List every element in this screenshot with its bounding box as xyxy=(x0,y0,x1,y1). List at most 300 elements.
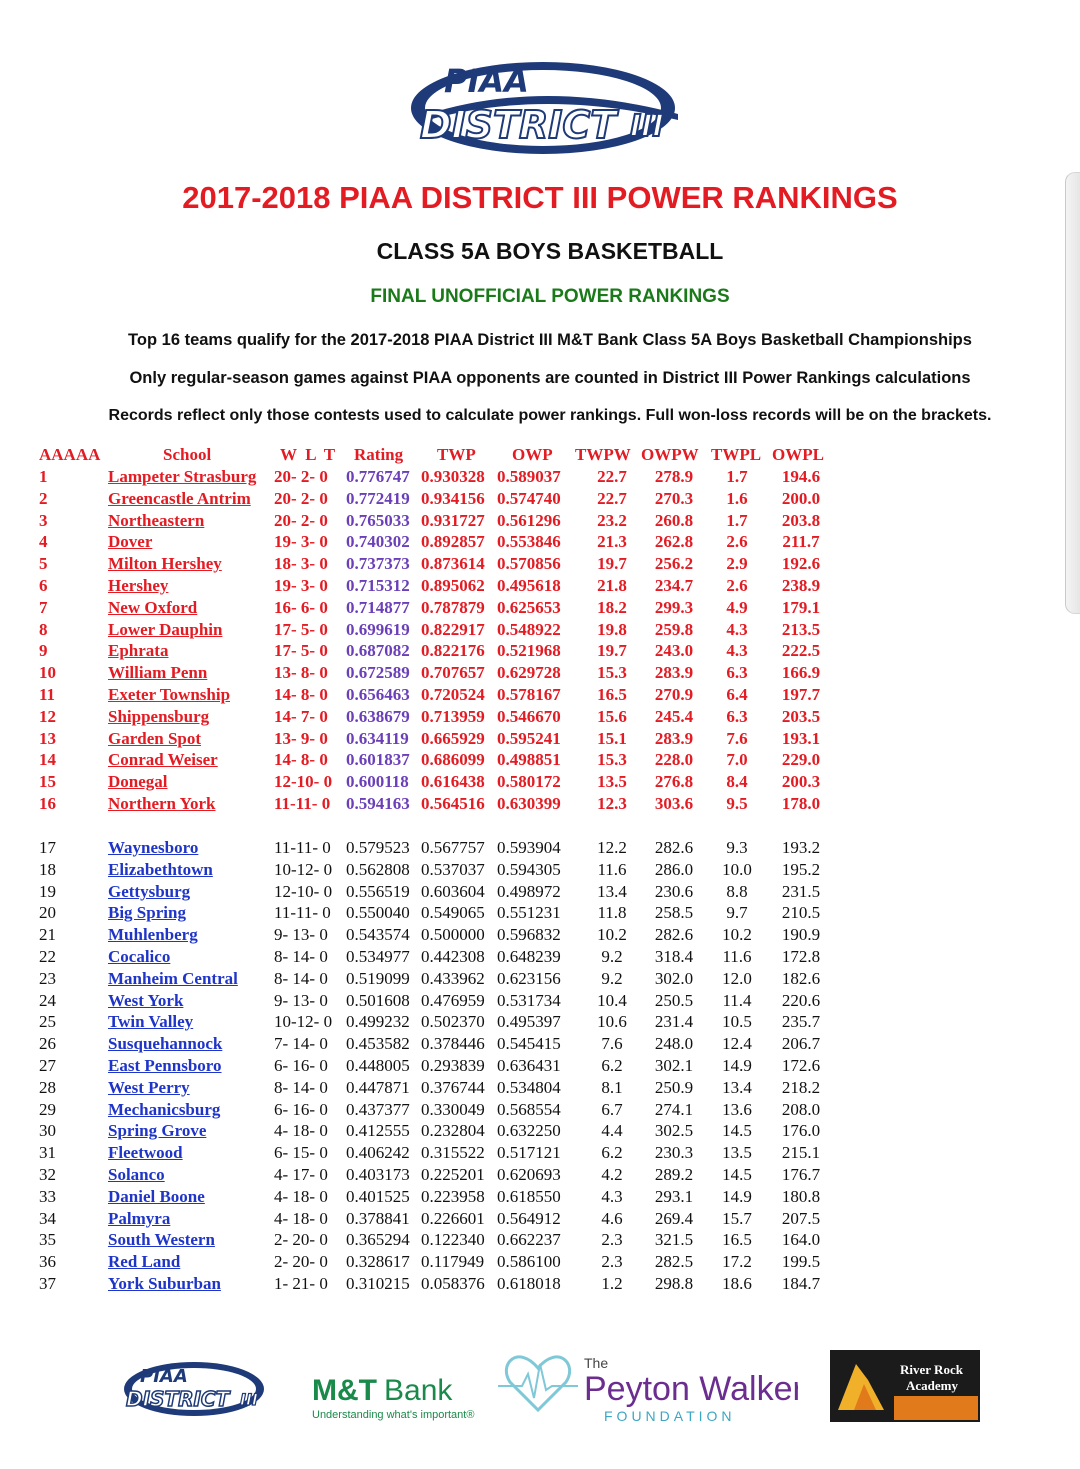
school-link[interactable]: Mechanicsburg xyxy=(108,1099,221,1119)
table-row xyxy=(0,706,1080,728)
cell-twpl: 10.0 xyxy=(722,859,752,879)
cell-twpl: 2.9 xyxy=(726,554,748,574)
river-rock-academy-logo xyxy=(830,1350,980,1422)
cell-twp: 0.502370 xyxy=(421,1012,485,1032)
mt-bank-logo xyxy=(310,1370,500,1430)
cell-twpl: 10.5 xyxy=(722,1012,752,1032)
school-link[interactable]: Twin Valley xyxy=(108,1012,194,1032)
table-row xyxy=(0,1229,1080,1251)
cell-owpl: 200.3 xyxy=(781,772,821,792)
note-qualify: Top 16 teams qualify for the 2017-2018 PIAA District III M&T Bank Class 5A Boys Basketball Championships xyxy=(128,331,972,349)
cell-twp: 0.376744 xyxy=(421,1077,485,1097)
cell-rank: 7 xyxy=(39,597,48,617)
cell-owp: 0.534804 xyxy=(497,1077,561,1097)
cell-twp: 0.720524 xyxy=(421,685,485,704)
cell-record: 14- 8- 0 xyxy=(274,750,328,770)
cell-twpl: 18.6 xyxy=(722,1274,752,1293)
cell-rank: 14 xyxy=(39,750,56,770)
cell-record: 2- 20- 0 xyxy=(274,1230,328,1250)
cell-record: 8- 14- 0 xyxy=(274,968,328,988)
cell-owpw: 234.7 xyxy=(654,576,694,595)
cell-rating: 0.448005 xyxy=(346,1056,410,1075)
cell-rank: 20 xyxy=(39,903,56,923)
cell-owpw: 302.1 xyxy=(654,1056,694,1075)
cell-twpl: 9.3 xyxy=(726,838,748,857)
cell-rating: 0.401525 xyxy=(346,1186,410,1206)
school-link[interactable]: Cocalico xyxy=(108,947,171,966)
cell-owpl: 166.9 xyxy=(781,663,821,683)
cell-owpw: 283.9 xyxy=(654,663,694,683)
cell-owp: 0.568554 xyxy=(497,1099,561,1119)
mt-bank-name-b: Bank xyxy=(384,1374,453,1407)
table-row xyxy=(0,1164,1080,1186)
cell-rating: 0.672589 xyxy=(346,663,410,683)
cell-owp: 0.546670 xyxy=(497,706,561,726)
table-row xyxy=(0,531,1080,553)
cell-twpl: 7.6 xyxy=(726,728,748,748)
table-row xyxy=(0,902,1080,924)
cell-owpl: 218.2 xyxy=(781,1077,821,1097)
cell-rating: 0.594163 xyxy=(346,794,410,813)
cell-rank: 6 xyxy=(39,576,48,595)
cell-record: 6- 15- 0 xyxy=(274,1143,328,1163)
cell-owp: 0.553846 xyxy=(497,532,561,552)
school-link[interactable]: Milton Hershey xyxy=(108,554,222,574)
school-link[interactable]: Lampeter Strasburg xyxy=(108,467,257,486)
cell-record: 12-10- 0 xyxy=(274,772,333,792)
cell-rank: 11 xyxy=(39,685,56,704)
cell-owp: 0.662237 xyxy=(497,1230,561,1250)
cell-owp: 0.580172 xyxy=(497,772,561,792)
cell-twp: 0.616438 xyxy=(421,772,485,792)
school-link[interactable]: Conrad Weiser xyxy=(108,750,218,770)
cell-owpl: 172.8 xyxy=(781,947,821,966)
cell-owpw: 293.1 xyxy=(654,1186,694,1206)
header-twpl: TWPL xyxy=(711,445,762,464)
cell-rank: 23 xyxy=(39,968,56,988)
cell-twpw: 18.2 xyxy=(597,597,627,617)
page-title: 2017-2018 PIAA DISTRICT III POWER RANKINGS xyxy=(182,180,898,215)
table-row xyxy=(0,1099,1080,1121)
cell-twpl: 6.3 xyxy=(726,706,748,726)
cell-twp: 0.930328 xyxy=(421,467,485,486)
cell-owp: 0.561296 xyxy=(497,510,561,530)
school-link[interactable]: Fleetwood xyxy=(108,1143,183,1163)
cell-record: 19- 3- 0 xyxy=(274,576,328,595)
cell-rating: 0.556519 xyxy=(346,881,410,901)
cell-owpw: 270.9 xyxy=(654,685,694,704)
cell-twpw: 12.3 xyxy=(597,794,627,813)
cell-twp: 0.442308 xyxy=(421,947,485,966)
cell-record: 11-11- 0 xyxy=(274,838,331,857)
cell-twp: 0.058376 xyxy=(421,1274,485,1293)
school-link[interactable]: Big Spring xyxy=(108,903,186,923)
cell-twpl: 4.9 xyxy=(726,597,748,617)
cell-twpw: 12.2 xyxy=(597,838,627,857)
school-link[interactable]: Susquehannock xyxy=(108,1034,223,1054)
school-link[interactable]: Muhlenberg xyxy=(108,925,198,945)
table-row xyxy=(0,1011,1080,1033)
school-link[interactable]: Manheim Central xyxy=(108,968,238,988)
cell-record: 17- 5- 0 xyxy=(274,641,328,661)
cell-twp: 0.225201 xyxy=(421,1165,485,1184)
school-link[interactable]: Greencastle Antrim xyxy=(108,488,251,508)
cell-twpl: 14.5 xyxy=(722,1121,752,1141)
cell-owp: 0.531734 xyxy=(497,990,561,1010)
cell-owpw: 278.9 xyxy=(654,467,694,486)
table-row xyxy=(0,640,1080,662)
cell-rank: 3 xyxy=(39,510,48,530)
cell-owpl: 184.7 xyxy=(781,1274,821,1293)
cell-twp: 0.293839 xyxy=(421,1056,485,1075)
cell-record: 11-11- 0 xyxy=(274,903,331,923)
cell-owp: 0.594305 xyxy=(497,859,561,879)
cell-owpw: 282.6 xyxy=(654,838,694,857)
cell-owp: 0.574740 xyxy=(497,488,561,508)
cell-record: 1- 21- 0 xyxy=(274,1274,328,1293)
table-row xyxy=(0,837,1080,859)
cell-owpw: 282.5 xyxy=(654,1252,694,1272)
cell-twpl: 1.7 xyxy=(726,467,748,486)
header-school: School xyxy=(163,445,212,464)
cell-owpw: 286.0 xyxy=(654,859,694,879)
cell-rating: 0.550040 xyxy=(346,903,410,923)
school-link[interactable]: York Suburban xyxy=(108,1274,221,1293)
school-link[interactable]: Elizabethtown xyxy=(108,859,213,879)
cell-twp: 0.315522 xyxy=(421,1143,485,1163)
note-records: Records reflect only those contests used to calculate power rankings. Full won-loss records will be on the brackets. xyxy=(108,407,992,424)
school-link[interactable]: Northern York xyxy=(108,794,216,813)
cell-rating: 0.600118 xyxy=(346,772,409,792)
table-row xyxy=(0,510,1080,532)
cell-rating: 0.656463 xyxy=(346,685,410,704)
cell-twpl: 7.0 xyxy=(726,750,748,770)
cell-twpl: 11.4 xyxy=(722,990,752,1010)
cell-twp: 0.564516 xyxy=(421,794,485,813)
cell-owpl: 206.7 xyxy=(781,1034,821,1054)
cell-rank: 22 xyxy=(39,947,56,966)
table-row xyxy=(0,728,1080,750)
table-row xyxy=(0,553,1080,575)
table-row xyxy=(0,619,1080,641)
cell-rating: 0.310215 xyxy=(346,1274,410,1293)
mt-bank-tagline: Understanding what's important® xyxy=(312,1409,475,1421)
header-twp: TWP xyxy=(437,445,476,464)
cell-rank: 8 xyxy=(39,619,48,639)
cell-owpl: 238.9 xyxy=(781,576,821,595)
cell-owp: 0.498972 xyxy=(497,881,561,901)
table-row xyxy=(0,859,1080,881)
cell-rank: 4 xyxy=(39,532,48,552)
cell-owpw: 259.8 xyxy=(654,619,694,639)
cell-owpl: 193.2 xyxy=(781,838,821,857)
cell-twp: 0.892857 xyxy=(421,532,485,552)
cell-owpl: 220.6 xyxy=(781,990,821,1010)
school-link[interactable]: Spring Grove xyxy=(108,1121,207,1141)
cell-rating: 0.534977 xyxy=(346,947,410,966)
school-link[interactable]: William Penn xyxy=(108,663,208,683)
cell-rank: 34 xyxy=(39,1208,56,1228)
cell-twpw: 7.6 xyxy=(601,1034,623,1054)
header-record: W L T xyxy=(280,445,336,464)
cell-twpl: 14.9 xyxy=(722,1186,752,1206)
cell-twp: 0.873614 xyxy=(421,554,485,574)
cell-owp: 0.618550 xyxy=(497,1186,561,1206)
table-row xyxy=(0,1142,1080,1164)
cell-twpl: 8.4 xyxy=(726,772,748,792)
header-owpw: OWPW xyxy=(641,445,699,464)
cell-twpw: 13.4 xyxy=(597,881,627,901)
sponsor-numeral-text: III xyxy=(240,1390,258,1409)
cell-record: 20- 2- 0 xyxy=(274,467,328,486)
peyton-walker-foundation-logo xyxy=(498,1344,798,1424)
cell-twpl: 1.6 xyxy=(726,488,748,508)
cell-record: 17- 5- 0 xyxy=(274,619,328,639)
header-rating: Rating xyxy=(354,445,404,464)
school-link[interactable]: West Perry xyxy=(108,1077,190,1097)
logo-district-text: DISTRICT xyxy=(420,103,617,147)
table-row xyxy=(0,1273,1080,1295)
cell-record: 4- 17- 0 xyxy=(274,1165,328,1184)
cell-rating: 0.378841 xyxy=(346,1208,410,1228)
cell-twpw: 16.5 xyxy=(597,685,627,704)
cell-record: 20- 2- 0 xyxy=(274,488,328,508)
cell-owpw: 318.4 xyxy=(654,947,694,966)
cell-twpw: 9.2 xyxy=(601,947,623,966)
school-link[interactable]: Gettysburg xyxy=(108,881,191,901)
cell-rating: 0.638679 xyxy=(346,706,410,726)
sponsor-piaa-text: PIAA xyxy=(140,1366,188,1387)
cell-twp: 0.223958 xyxy=(421,1186,485,1206)
cell-rank: 28 xyxy=(39,1077,56,1097)
school-link[interactable]: South Western xyxy=(108,1230,215,1250)
cell-twpl: 12.0 xyxy=(722,968,752,988)
cell-rank: 31 xyxy=(39,1143,56,1163)
cell-twp: 0.822917 xyxy=(421,619,485,639)
cell-rating: 0.601837 xyxy=(346,750,410,770)
cell-owp: 0.570856 xyxy=(497,554,561,574)
cell-rating: 0.328617 xyxy=(346,1252,410,1272)
cell-owpw: 248.0 xyxy=(654,1034,694,1054)
cell-record: 2- 20- 0 xyxy=(274,1252,328,1272)
cell-owpw: 250.9 xyxy=(654,1077,694,1097)
cell-owpw: 228.0 xyxy=(654,750,694,770)
cell-twpl: 16.5 xyxy=(722,1230,752,1250)
cell-twp: 0.330049 xyxy=(421,1099,485,1119)
cell-twp: 0.117949 xyxy=(421,1252,485,1272)
cell-twpl: 11.6 xyxy=(722,947,752,966)
table-row xyxy=(0,1077,1080,1099)
cell-owpl: 203.8 xyxy=(781,510,821,530)
cell-twpl: 12.4 xyxy=(722,1034,752,1054)
cell-rating: 0.437377 xyxy=(346,1099,410,1119)
table-row xyxy=(0,968,1080,990)
cell-twp: 0.665929 xyxy=(421,728,485,748)
cell-twpw: 6.2 xyxy=(601,1056,623,1075)
school-link[interactable]: Dover xyxy=(108,532,153,552)
cell-rank: 21 xyxy=(39,925,56,945)
cell-rating: 0.634119 xyxy=(346,728,409,748)
cell-twpl: 13.4 xyxy=(722,1077,752,1097)
cell-owp: 0.618018 xyxy=(497,1274,561,1293)
cell-twpw: 11.8 xyxy=(597,903,627,923)
cell-rating: 0.519099 xyxy=(346,968,410,988)
cell-record: 16- 6- 0 xyxy=(274,597,328,617)
cell-owpw: 276.8 xyxy=(654,772,694,792)
cell-record: 4- 18- 0 xyxy=(274,1186,328,1206)
school-link[interactable]: Garden Spot xyxy=(108,728,202,748)
cell-twpw: 10.6 xyxy=(597,1012,627,1032)
cell-owpw: 230.6 xyxy=(654,881,694,901)
cell-twpw: 22.7 xyxy=(597,488,627,508)
cell-rank: 24 xyxy=(39,990,56,1010)
cell-owpl: 190.9 xyxy=(781,925,821,945)
table-row xyxy=(0,466,1080,488)
cell-owpw: 289.2 xyxy=(654,1165,694,1184)
table-row xyxy=(0,771,1080,793)
cell-twpw: 13.5 xyxy=(597,772,627,792)
school-link[interactable]: Solanco xyxy=(108,1165,165,1184)
school-link[interactable]: Hershey xyxy=(108,576,169,595)
cell-owpl: 222.5 xyxy=(781,641,821,661)
school-link[interactable]: Shippensburg xyxy=(108,706,210,726)
cell-owpw: 269.4 xyxy=(654,1208,694,1228)
cell-owpl: 207.5 xyxy=(781,1208,821,1228)
cell-rank: 1 xyxy=(39,467,48,486)
cell-record: 6- 16- 0 xyxy=(274,1099,328,1119)
cell-record: 4- 18- 0 xyxy=(274,1121,328,1141)
cell-twp: 0.378446 xyxy=(421,1034,485,1054)
cell-twpl: 2.6 xyxy=(726,532,748,552)
school-link[interactable]: Palmyra xyxy=(108,1208,171,1228)
piaa-district-sponsor-logo xyxy=(122,1360,274,1418)
cell-owpl: 176.0 xyxy=(781,1121,821,1141)
cell-record: 10-12- 0 xyxy=(274,859,333,879)
cell-owp: 0.629728 xyxy=(497,663,561,683)
table-row xyxy=(0,924,1080,946)
cell-owpw: 302.0 xyxy=(654,968,694,988)
peyton-the: The xyxy=(584,1355,609,1371)
cell-twpw: 4.4 xyxy=(601,1121,623,1141)
table-row xyxy=(0,1055,1080,1077)
cell-twpl: 14.9 xyxy=(722,1056,752,1075)
cell-rating: 0.740302 xyxy=(346,532,410,552)
cell-rank: 17 xyxy=(39,838,56,857)
cell-rating: 0.406242 xyxy=(346,1143,410,1163)
cell-twpw: 15.6 xyxy=(597,706,627,726)
cell-owpw: 270.3 xyxy=(654,488,694,508)
cell-twp: 0.537037 xyxy=(421,859,485,879)
cell-twpl: 14.5 xyxy=(722,1165,752,1184)
cell-twpl: 9.5 xyxy=(726,794,748,813)
cell-owpl: 176.7 xyxy=(781,1165,821,1184)
cell-record: 8- 14- 0 xyxy=(274,947,328,966)
cell-twp: 0.433962 xyxy=(421,968,485,988)
school-link[interactable]: Exeter Township xyxy=(108,685,231,704)
cell-record: 10-12- 0 xyxy=(274,1012,333,1032)
cell-twpl: 4.3 xyxy=(726,619,748,639)
cell-rank: 33 xyxy=(39,1186,56,1206)
cell-owpl: 203.5 xyxy=(781,706,821,726)
school-link[interactable]: New Oxford xyxy=(108,597,198,617)
cell-twpw: 15.3 xyxy=(597,750,627,770)
cell-twp: 0.567757 xyxy=(421,838,485,857)
cell-rating: 0.776747 xyxy=(346,467,410,486)
cell-rank: 35 xyxy=(39,1230,56,1250)
cell-twpw: 10.4 xyxy=(597,990,627,1010)
cell-record: 7- 14- 0 xyxy=(274,1034,328,1054)
school-link[interactable]: Waynesboro xyxy=(108,838,199,857)
cell-owpl: 199.5 xyxy=(781,1252,821,1272)
cell-rank: 12 xyxy=(39,706,56,726)
cell-owpw: 303.6 xyxy=(654,794,694,813)
cell-twpw: 11.6 xyxy=(597,859,627,879)
cell-owpl: 210.5 xyxy=(781,903,821,923)
cell-owpw: 282.6 xyxy=(654,925,694,945)
school-link[interactable]: Daniel Boone xyxy=(108,1186,205,1206)
cell-owpl: 229.0 xyxy=(781,750,821,770)
cell-rank: 5 xyxy=(39,554,48,574)
table-row xyxy=(0,1251,1080,1273)
cell-rank: 19 xyxy=(39,881,56,901)
cell-twpw: 4.6 xyxy=(601,1208,623,1228)
river-rock-line1: River Rock xyxy=(900,1362,963,1377)
page-subtitle: CLASS 5A BOYS BASKETBALL xyxy=(376,238,724,264)
cell-rating: 0.715312 xyxy=(346,576,410,595)
cell-owp: 0.517121 xyxy=(497,1143,561,1163)
cell-rating: 0.453582 xyxy=(346,1034,410,1054)
cell-twp: 0.934156 xyxy=(421,488,485,508)
cell-rank: 16 xyxy=(39,794,56,813)
school-link[interactable]: West York xyxy=(108,990,184,1010)
school-link[interactable]: Lower Dauphin xyxy=(108,619,223,639)
cell-twpw: 1.2 xyxy=(601,1274,623,1293)
cell-record: 19- 3- 0 xyxy=(274,532,328,552)
cell-owpl: 197.7 xyxy=(781,685,821,704)
table-row xyxy=(0,990,1080,1012)
cell-owp: 0.578167 xyxy=(497,685,561,704)
school-link[interactable]: Donegal xyxy=(108,772,168,792)
cell-owp: 0.595241 xyxy=(497,728,561,748)
cell-owpw: 256.2 xyxy=(654,554,694,574)
table-row xyxy=(0,684,1080,706)
cell-twp: 0.707657 xyxy=(421,663,485,683)
school-link[interactable]: Ephrata xyxy=(108,641,169,661)
header-twpw: TWPW xyxy=(575,445,631,464)
cell-twpw: 23.2 xyxy=(597,510,627,530)
cell-twpw: 8.1 xyxy=(601,1077,623,1097)
cell-owpl: 192.6 xyxy=(781,554,821,574)
school-link[interactable]: Red Land xyxy=(108,1252,181,1272)
cell-twp: 0.500000 xyxy=(421,925,485,945)
cell-owpw: 299.3 xyxy=(654,597,694,617)
cell-owp: 0.632250 xyxy=(497,1121,561,1141)
cell-owpw: 243.0 xyxy=(654,641,694,661)
cell-twp: 0.122340 xyxy=(421,1230,485,1250)
table-header xyxy=(0,444,1080,466)
school-link[interactable]: Northeastern xyxy=(108,510,205,530)
cell-twpl: 6.3 xyxy=(726,663,748,683)
school-link[interactable]: East Pennsboro xyxy=(108,1056,222,1075)
cell-record: 9- 13- 0 xyxy=(274,925,328,945)
table-row xyxy=(0,662,1080,684)
table-row xyxy=(0,488,1080,510)
cell-owp: 0.495397 xyxy=(497,1012,561,1032)
cell-twpw: 4.2 xyxy=(601,1165,623,1184)
cell-owpl: 195.2 xyxy=(781,859,821,879)
cell-owpw: 230.3 xyxy=(654,1143,694,1163)
cell-owpw: 245.4 xyxy=(654,706,694,726)
